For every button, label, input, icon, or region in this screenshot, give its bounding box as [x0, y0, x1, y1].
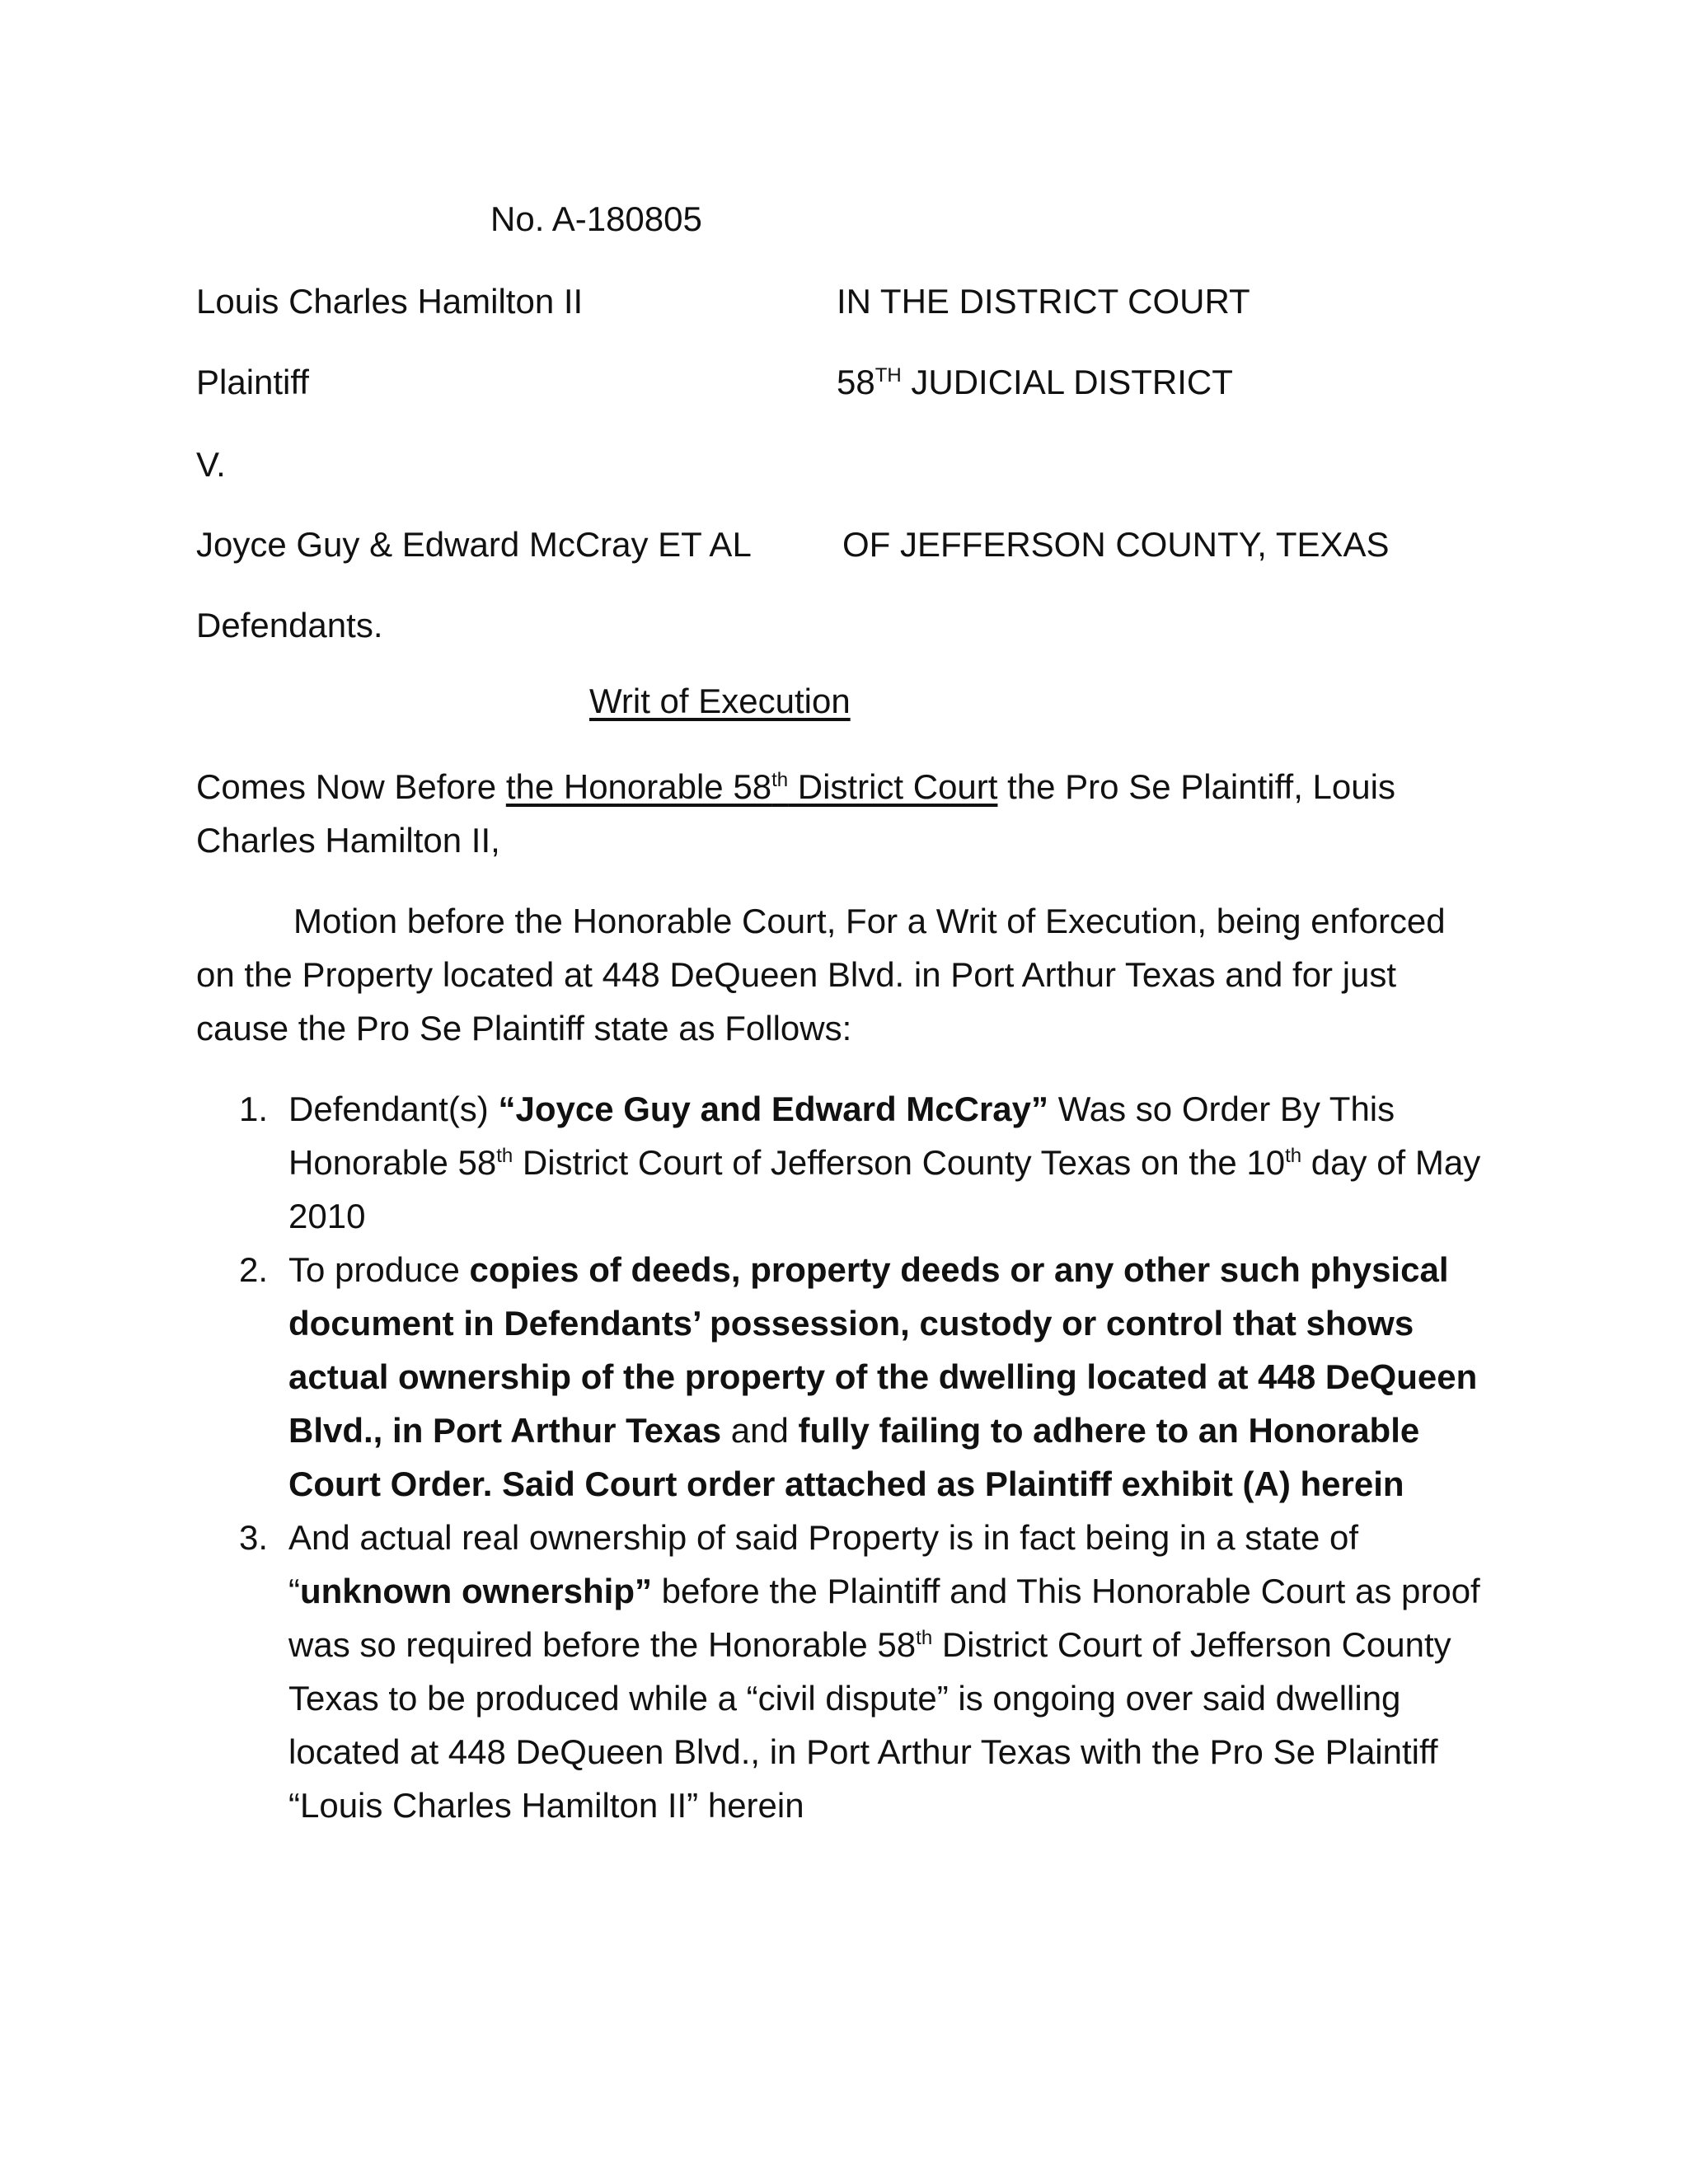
item-bold-text: “Joyce Guy and Edward McCray” [498, 1090, 1049, 1128]
item-bold-text: copies of deeds, property deeds or any other such physical document in Defendants’ possession, custody or control that shows actual ownership of the property of the dwelling located at 448 DeQueen Blvd., in Port Arthur Texas [288, 1250, 1478, 1450]
motion-paragraph: Motion before the Honorable Court, For a Writ of Execution, being enforced on the Property located at 448 DeQueen Blvd. in Port Arthur Texas and for just cause the Pro Se Plaintiff state as Follows: [196, 902, 1446, 1047]
court-reference [506, 767, 998, 806]
list-number: 3. [239, 1518, 269, 1557]
ordinal-suffix: th [496, 1145, 513, 1167]
intro-text-b: the Pro Se Plaintiff, Louis Charles Hamilton II, [196, 767, 1395, 860]
list-number: 1. [239, 1090, 269, 1128]
defendants-label: Defendants. [196, 606, 383, 644]
court-reference-a: the Honorable 58 [505, 767, 772, 806]
list-number: 2. [239, 1250, 269, 1289]
case-number: No. A-180805 [490, 199, 702, 238]
numbered-list [239, 1082, 1484, 1832]
court-reference-sup: th [771, 769, 789, 791]
plaintiff-name: Louis Charles Hamilton II [196, 282, 584, 321]
list-item [239, 1243, 1484, 1511]
item-text: day of May 2010 [288, 1143, 1481, 1235]
item-text: and [721, 1411, 799, 1450]
item-text: Was so Order By This Honorable 58 [288, 1090, 1395, 1182]
court-reference-b: District Court [788, 767, 998, 806]
item-bold-text: fully failing to adhere to an Honorable Court Order. Said Court order attached as Plaintiff exhibit (A) herein [288, 1411, 1420, 1503]
court-line-3: OF JEFFERSON COUNTY, TEXAS [842, 525, 1390, 564]
plaintiff-label: Plaintiff [196, 363, 309, 401]
item-bold-text: unknown ownership” [300, 1572, 652, 1610]
court-line-1: IN THE DISTRICT COURT [837, 282, 1250, 321]
ordinal-suffix: th [916, 1627, 933, 1649]
document-title: Writ of Execution [589, 682, 851, 720]
versus: V. [196, 445, 226, 484]
item-text: To produce [288, 1250, 470, 1289]
intro-paragraph [196, 760, 1482, 867]
item-text: And actual real ownership of said Property is in fact being in a state of “ [288, 1518, 1359, 1610]
item-text: before the Plaintiff and This Honorable Court as proof was so required before the Honorable 58 [288, 1572, 1480, 1664]
court-line-2 [837, 365, 1233, 400]
item-text: Defendant(s) [288, 1090, 499, 1128]
list-item [239, 1511, 1484, 1832]
intro-text-a: Comes Now Before [196, 767, 506, 806]
court-district-suffix: TH [874, 364, 902, 387]
court-district-number: 58 [837, 363, 875, 401]
defendants-names: Joyce Guy & Edward McCray ET AL [196, 525, 752, 564]
list-item [239, 1082, 1484, 1243]
court-district-rest: JUDICIAL DISTRICT [901, 363, 1233, 401]
item-text: District Court of Jefferson County Texas on the 10 [513, 1143, 1286, 1182]
ordinal-suffix: th [1285, 1145, 1302, 1167]
item-text: District Court of Jefferson County Texas to be produced while a “civil dispute” is ongoing over said dwelling located at 448 DeQueen Blvd., in Port Arthur Texas with the Pro Se Plaintiff “Louis Charles Hamilton II” herein [288, 1625, 1451, 1825]
